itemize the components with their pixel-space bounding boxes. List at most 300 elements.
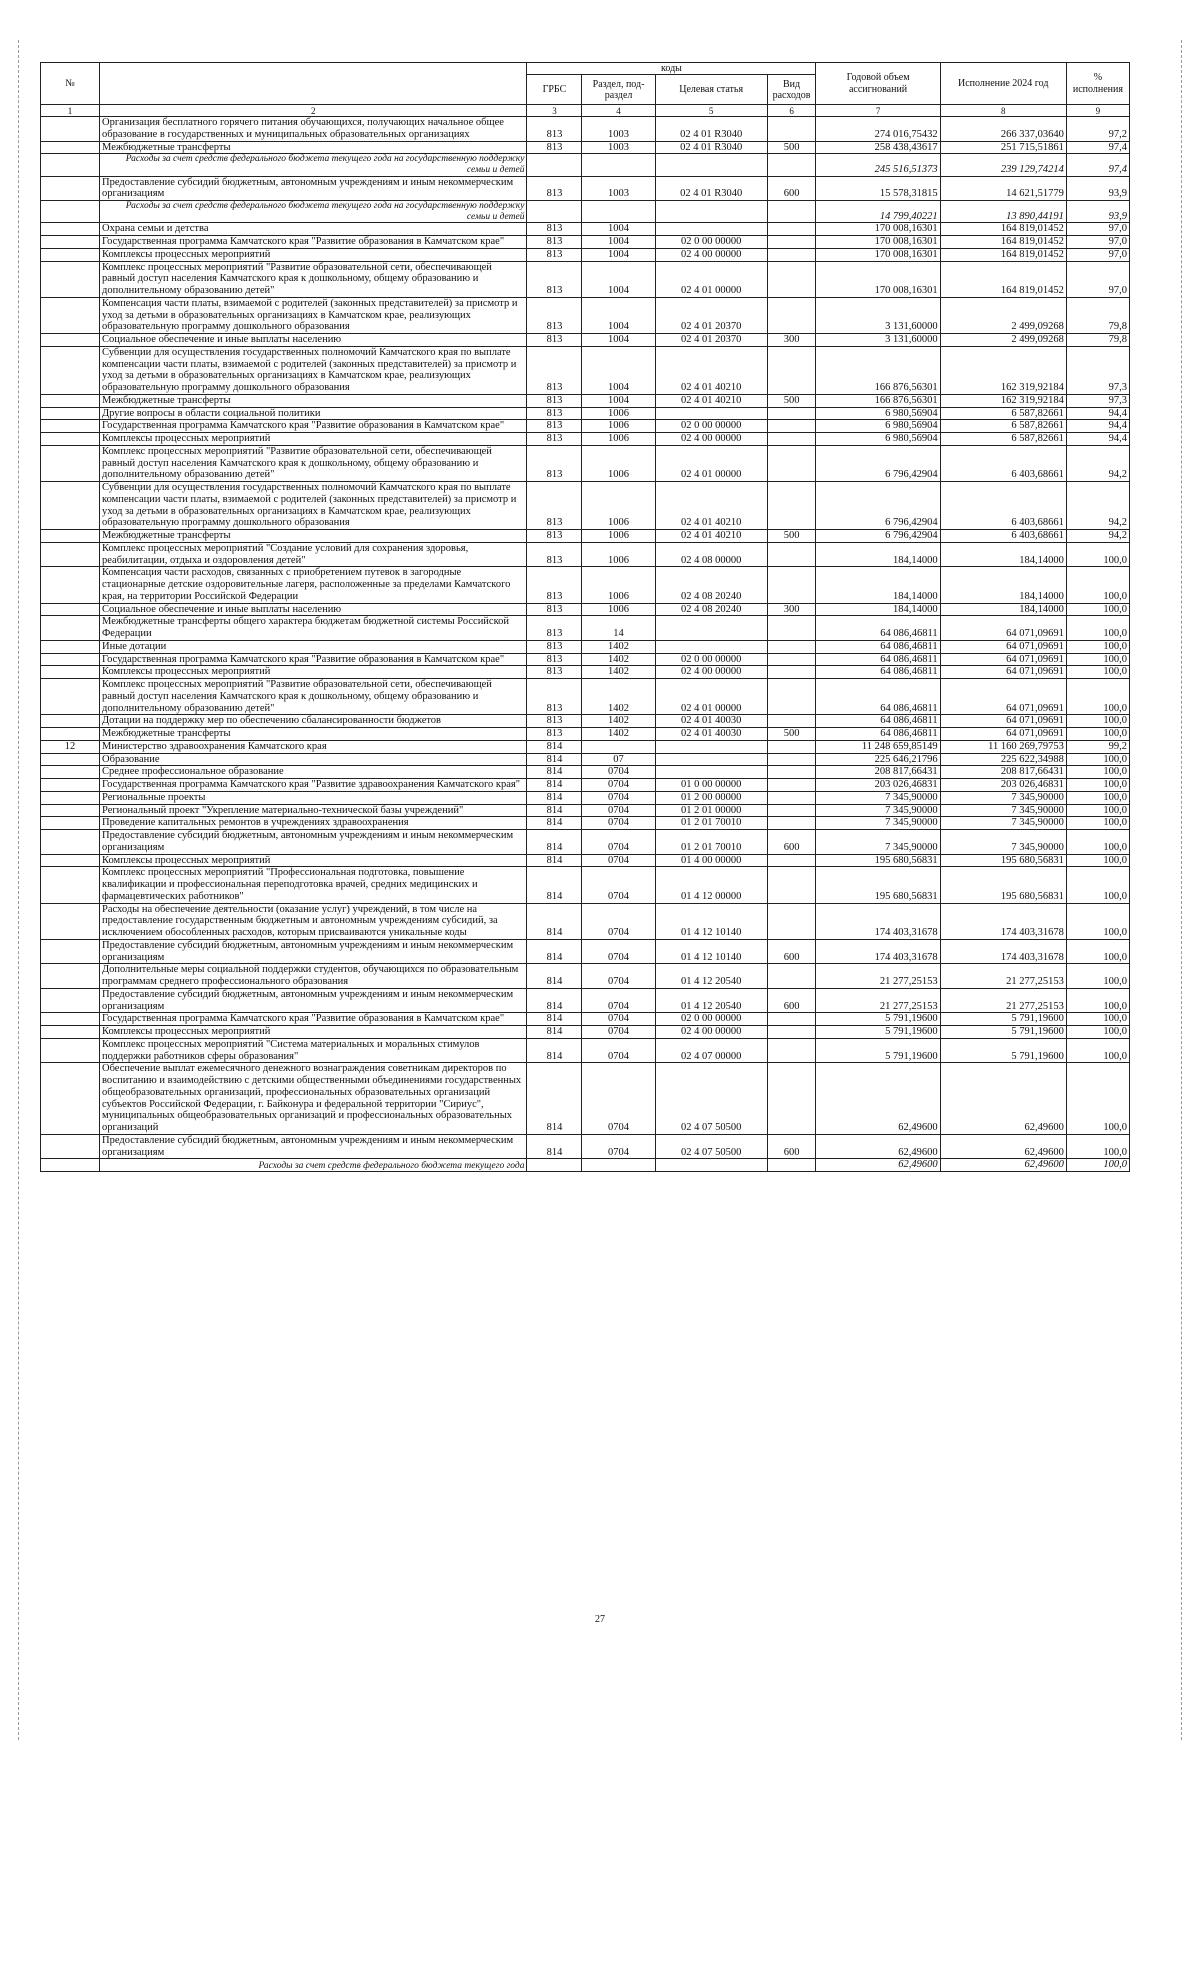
row-annual-allocation: 195 680,56831 bbox=[816, 854, 940, 867]
row-annual-allocation: 6 796,42904 bbox=[816, 530, 940, 543]
row-number bbox=[41, 261, 100, 297]
row-execution: 7 345,90000 bbox=[940, 791, 1066, 804]
row-grbs bbox=[527, 1159, 582, 1172]
row-number bbox=[41, 867, 100, 903]
row-percent: 100,0 bbox=[1066, 804, 1129, 817]
row-section: 1402 bbox=[582, 640, 655, 653]
row-execution: 6 403,68661 bbox=[940, 445, 1066, 481]
row-execution: 266 337,03640 bbox=[940, 117, 1066, 142]
row-section: 0704 bbox=[582, 964, 655, 989]
row-expense-kind: 600 bbox=[767, 176, 816, 201]
row-target-article: 02 4 08 20240 bbox=[655, 567, 767, 603]
row-expense-kind bbox=[767, 567, 816, 603]
row-grbs: 813 bbox=[527, 433, 582, 446]
row-grbs: 814 bbox=[527, 804, 582, 817]
row-number bbox=[41, 817, 100, 830]
row-expense-kind bbox=[767, 753, 816, 766]
row-name: Расходы за счет средств федерального бюджета текущего года на государственную поддержку семьи и детей bbox=[100, 154, 527, 176]
row-percent: 100,0 bbox=[1066, 1038, 1129, 1063]
row-percent: 97,3 bbox=[1066, 394, 1129, 407]
row-annual-allocation: 3 131,60000 bbox=[816, 334, 940, 347]
row-execution: 11 160 269,79753 bbox=[940, 740, 1066, 753]
row-grbs: 814 bbox=[527, 939, 582, 964]
row-annual-allocation: 166 876,56301 bbox=[816, 394, 940, 407]
row-expense-kind bbox=[767, 1063, 816, 1135]
row-annual-allocation: 21 277,25153 bbox=[816, 964, 940, 989]
row-annual-allocation: 62,49600 bbox=[816, 1134, 940, 1159]
row-annual-allocation: 64 086,46811 bbox=[816, 640, 940, 653]
row-expense-kind bbox=[767, 1026, 816, 1039]
row-section: 0704 bbox=[582, 939, 655, 964]
row-section: 1003 bbox=[582, 176, 655, 201]
row-grbs: 814 bbox=[527, 779, 582, 792]
row-name: Государственная программа Камчатского края "Развитие образования в Камчатском крае" bbox=[100, 1013, 527, 1026]
row-section: 1004 bbox=[582, 394, 655, 407]
row-annual-allocation: 184,14000 bbox=[816, 567, 940, 603]
row-name: Государственная программа Камчатского края "Развитие образования в Камчатском крае" bbox=[100, 653, 527, 666]
row-section: 0704 bbox=[582, 1063, 655, 1135]
table-row bbox=[41, 334, 1130, 347]
table-row bbox=[41, 728, 1130, 741]
table-row bbox=[41, 445, 1130, 481]
row-execution: 14 621,51779 bbox=[940, 176, 1066, 201]
row-expense-kind: 500 bbox=[767, 728, 816, 741]
row-percent: 94,2 bbox=[1066, 482, 1129, 530]
row-number bbox=[41, 1159, 100, 1172]
row-number bbox=[41, 988, 100, 1013]
row-grbs: 813 bbox=[527, 117, 582, 142]
row-target-article: 02 4 01 40210 bbox=[655, 346, 767, 394]
row-section: 1004 bbox=[582, 346, 655, 394]
row-annual-allocation: 6 980,56904 bbox=[816, 433, 940, 446]
row-percent: 97,3 bbox=[1066, 346, 1129, 394]
row-expense-kind bbox=[767, 117, 816, 142]
row-target-article bbox=[655, 407, 767, 420]
row-number bbox=[41, 542, 100, 567]
row-target-article: 01 2 00 00000 bbox=[655, 791, 767, 804]
row-execution: 195 680,56831 bbox=[940, 867, 1066, 903]
row-grbs: 814 bbox=[527, 830, 582, 855]
row-number: 12 bbox=[41, 740, 100, 753]
row-section: 1006 bbox=[582, 530, 655, 543]
table-row bbox=[41, 740, 1130, 753]
row-expense-kind bbox=[767, 715, 816, 728]
table-row bbox=[41, 1026, 1130, 1039]
table-row bbox=[41, 603, 1130, 616]
row-section: 0704 bbox=[582, 791, 655, 804]
table-body bbox=[41, 117, 1130, 1172]
row-name: Государственная программа Камчатского края "Развитие образования в Камчатском крае" bbox=[100, 236, 527, 249]
row-execution: 62,49600 bbox=[940, 1063, 1066, 1135]
row-section: 1003 bbox=[582, 117, 655, 142]
row-percent: 94,2 bbox=[1066, 530, 1129, 543]
row-execution: 6 587,82661 bbox=[940, 407, 1066, 420]
row-percent: 79,8 bbox=[1066, 297, 1129, 333]
row-number bbox=[41, 779, 100, 792]
row-target-article: 01 4 12 10140 bbox=[655, 903, 767, 939]
row-section: 1003 bbox=[582, 141, 655, 154]
row-number bbox=[41, 346, 100, 394]
row-annual-allocation: 274 016,75432 bbox=[816, 117, 940, 142]
row-section: 1006 bbox=[582, 407, 655, 420]
row-section: 0704 bbox=[582, 1038, 655, 1063]
table-row bbox=[41, 1038, 1130, 1063]
row-grbs: 814 bbox=[527, 988, 582, 1013]
row-section bbox=[582, 1159, 655, 1172]
row-grbs: 813 bbox=[527, 679, 582, 715]
row-expense-kind: 600 bbox=[767, 988, 816, 1013]
row-grbs: 813 bbox=[527, 603, 582, 616]
row-annual-allocation: 64 086,46811 bbox=[816, 666, 940, 679]
row-number bbox=[41, 903, 100, 939]
row-section: 1004 bbox=[582, 334, 655, 347]
row-percent: 100,0 bbox=[1066, 854, 1129, 867]
row-grbs: 813 bbox=[527, 407, 582, 420]
row-expense-kind bbox=[767, 1159, 816, 1172]
row-number bbox=[41, 939, 100, 964]
row-target-article: 02 4 00 00000 bbox=[655, 248, 767, 261]
column-index: 5 bbox=[655, 105, 767, 117]
table-row bbox=[41, 830, 1130, 855]
row-expense-kind bbox=[767, 867, 816, 903]
row-expense-kind bbox=[767, 420, 816, 433]
row-target-article: 02 4 01 00000 bbox=[655, 679, 767, 715]
row-number bbox=[41, 248, 100, 261]
row-execution: 203 026,46831 bbox=[940, 779, 1066, 792]
row-execution: 64 071,09691 bbox=[940, 715, 1066, 728]
row-target-article bbox=[655, 640, 767, 653]
row-section: 1402 bbox=[582, 666, 655, 679]
row-expense-kind bbox=[767, 236, 816, 249]
row-expense-kind: 500 bbox=[767, 530, 816, 543]
row-target-article: 02 4 01 R3040 bbox=[655, 176, 767, 201]
row-percent: 97,0 bbox=[1066, 236, 1129, 249]
table-row bbox=[41, 223, 1130, 236]
table-row bbox=[41, 766, 1130, 779]
row-annual-allocation: 225 646,21796 bbox=[816, 753, 940, 766]
row-grbs: 813 bbox=[527, 640, 582, 653]
row-section: 1006 bbox=[582, 445, 655, 481]
row-execution: 184,14000 bbox=[940, 603, 1066, 616]
row-percent: 100,0 bbox=[1066, 728, 1129, 741]
row-target-article: 02 4 01 20370 bbox=[655, 297, 767, 333]
row-expense-kind bbox=[767, 679, 816, 715]
row-section: 1004 bbox=[582, 248, 655, 261]
row-target-article: 02 4 00 00000 bbox=[655, 433, 767, 446]
row-grbs: 813 bbox=[527, 542, 582, 567]
row-section: 1006 bbox=[582, 603, 655, 616]
row-percent: 100,0 bbox=[1066, 653, 1129, 666]
row-section: 0704 bbox=[582, 1013, 655, 1026]
row-name: Предоставление субсидий бюджетным, автономным учреждениям и иным некоммерческим организациям bbox=[100, 176, 527, 201]
table-row bbox=[41, 939, 1130, 964]
row-annual-allocation: 64 086,46811 bbox=[816, 728, 940, 741]
row-percent: 100,0 bbox=[1066, 1063, 1129, 1135]
row-expense-kind: 600 bbox=[767, 830, 816, 855]
col-kind-header: Вид расходов bbox=[767, 75, 816, 105]
row-number bbox=[41, 567, 100, 603]
row-name: Региональный проект "Укрепление материально-технической базы учреждений" bbox=[100, 804, 527, 817]
row-expense-kind bbox=[767, 903, 816, 939]
table-row bbox=[41, 567, 1130, 603]
row-percent: 100,0 bbox=[1066, 779, 1129, 792]
row-grbs: 814 bbox=[527, 1013, 582, 1026]
row-name: Комплекс процессных мероприятий "Развитие образовательной сети, обеспечивающей равный доступ населения Камчатского края к дошкольному, общему образованию и дополнительному образованию детей" bbox=[100, 679, 527, 715]
row-name: Образование bbox=[100, 753, 527, 766]
col-section-header: Раздел, под-раздел bbox=[582, 75, 655, 105]
row-expense-kind: 300 bbox=[767, 334, 816, 347]
row-target-article bbox=[655, 201, 767, 223]
row-execution: 64 071,09691 bbox=[940, 616, 1066, 641]
col-grbs-header: ГРБС bbox=[527, 75, 582, 105]
row-expense-kind: 500 bbox=[767, 141, 816, 154]
table-row bbox=[41, 753, 1130, 766]
row-grbs: 813 bbox=[527, 261, 582, 297]
row-name: Субвенции для осуществления государственных полномочий Камчатского края по выплате компенсации части платы, взимаемой с родителей (законных представителей) за присмотр и уход за детьми в образовательных организациях в Камчатском крае, реализующих образовательную программу дошкольного образования bbox=[100, 482, 527, 530]
row-annual-allocation: 11 248 659,85149 bbox=[816, 740, 940, 753]
row-grbs: 813 bbox=[527, 346, 582, 394]
row-execution: 174 403,31678 bbox=[940, 939, 1066, 964]
row-number bbox=[41, 830, 100, 855]
row-annual-allocation: 170 008,16301 bbox=[816, 261, 940, 297]
row-target-article: 02 4 01 R3040 bbox=[655, 117, 767, 142]
column-index: 7 bbox=[816, 105, 940, 117]
row-grbs: 813 bbox=[527, 530, 582, 543]
row-execution: 64 071,09691 bbox=[940, 653, 1066, 666]
row-grbs: 813 bbox=[527, 445, 582, 481]
row-number bbox=[41, 1134, 100, 1159]
row-name: Предоставление субсидий бюджетным, автономным учреждениям и иным некоммерческим организациям bbox=[100, 939, 527, 964]
row-expense-kind bbox=[767, 261, 816, 297]
column-index: 1 bbox=[41, 105, 100, 117]
row-target-article: 02 4 01 00000 bbox=[655, 261, 767, 297]
column-index: 4 bbox=[582, 105, 655, 117]
row-name: Комплекс процессных мероприятий "Создание условий для сохранения здоровья, реабилитации, отдыха и оздоровления детей" bbox=[100, 542, 527, 567]
table-row bbox=[41, 779, 1130, 792]
row-name: Организация бесплатного горячего питания обучающихся, получающих начальное общее образование в государственных и муниципальных образовательных организациях bbox=[100, 117, 527, 142]
table-header bbox=[41, 63, 1130, 117]
table-row bbox=[41, 1063, 1130, 1135]
row-name: Министерство здравоохранения Камчатского края bbox=[100, 740, 527, 753]
row-execution: 6 587,82661 bbox=[940, 420, 1066, 433]
row-expense-kind: 500 bbox=[767, 394, 816, 407]
row-name: Дополнительные меры социальной поддержки студентов, обучающихся по образовательным программам среднего профессионального образования bbox=[100, 964, 527, 989]
row-grbs: 814 bbox=[527, 766, 582, 779]
row-number bbox=[41, 530, 100, 543]
row-number bbox=[41, 1038, 100, 1063]
row-number bbox=[41, 753, 100, 766]
row-target-article: 01 2 01 70010 bbox=[655, 817, 767, 830]
row-expense-kind bbox=[767, 248, 816, 261]
row-grbs: 814 bbox=[527, 753, 582, 766]
row-grbs: 813 bbox=[527, 728, 582, 741]
row-number bbox=[41, 603, 100, 616]
row-percent: 97,0 bbox=[1066, 261, 1129, 297]
row-grbs: 813 bbox=[527, 248, 582, 261]
row-grbs: 814 bbox=[527, 903, 582, 939]
column-index: 9 bbox=[1066, 105, 1129, 117]
row-section: 1004 bbox=[582, 261, 655, 297]
row-execution: 64 071,09691 bbox=[940, 640, 1066, 653]
row-annual-allocation: 7 345,90000 bbox=[816, 817, 940, 830]
row-section: 0704 bbox=[582, 903, 655, 939]
row-percent: 100,0 bbox=[1066, 791, 1129, 804]
row-name: Комплексы процессных мероприятий bbox=[100, 1026, 527, 1039]
row-annual-allocation: 6 796,42904 bbox=[816, 445, 940, 481]
row-grbs: 813 bbox=[527, 666, 582, 679]
row-annual-allocation: 184,14000 bbox=[816, 603, 940, 616]
row-percent: 94,2 bbox=[1066, 445, 1129, 481]
row-annual-allocation: 64 086,46811 bbox=[816, 715, 940, 728]
row-percent: 100,0 bbox=[1066, 766, 1129, 779]
row-number bbox=[41, 791, 100, 804]
row-grbs: 813 bbox=[527, 297, 582, 333]
row-grbs: 813 bbox=[527, 715, 582, 728]
table-row bbox=[41, 1013, 1130, 1026]
row-grbs: 813 bbox=[527, 223, 582, 236]
row-expense-kind bbox=[767, 433, 816, 446]
row-name: Компенсация части расходов, связанных с приобретением путевок в загородные стационарные детские оздоровительные лагеря, расположенные за пределами Камчатского края, на территории Российской Федерации bbox=[100, 567, 527, 603]
row-percent: 100,0 bbox=[1066, 988, 1129, 1013]
row-percent: 97,0 bbox=[1066, 248, 1129, 261]
row-section: 1006 bbox=[582, 482, 655, 530]
row-name: Комплексы процессных мероприятий bbox=[100, 854, 527, 867]
row-target-article: 02 4 08 00000 bbox=[655, 542, 767, 567]
row-execution: 6 403,68661 bbox=[940, 530, 1066, 543]
row-expense-kind bbox=[767, 482, 816, 530]
row-expense-kind bbox=[767, 1013, 816, 1026]
row-annual-allocation: 7 345,90000 bbox=[816, 791, 940, 804]
row-percent: 100,0 bbox=[1066, 1134, 1129, 1159]
row-execution: 6 403,68661 bbox=[940, 482, 1066, 530]
page-number: 27 bbox=[595, 1614, 605, 1625]
row-name: Межбюджетные трансферты bbox=[100, 728, 527, 741]
row-target-article: 02 4 01 20370 bbox=[655, 334, 767, 347]
row-expense-kind bbox=[767, 653, 816, 666]
row-number bbox=[41, 715, 100, 728]
row-annual-allocation: 6 980,56904 bbox=[816, 420, 940, 433]
page-edge-left bbox=[18, 40, 19, 1740]
row-execution: 162 319,92184 bbox=[940, 394, 1066, 407]
table-subrow bbox=[41, 154, 1130, 176]
row-number bbox=[41, 728, 100, 741]
table-subrow bbox=[41, 1159, 1130, 1172]
row-expense-kind bbox=[767, 201, 816, 223]
row-percent: 100,0 bbox=[1066, 542, 1129, 567]
row-annual-allocation: 195 680,56831 bbox=[816, 867, 940, 903]
row-expense-kind bbox=[767, 964, 816, 989]
row-target-article: 02 4 01 40030 bbox=[655, 728, 767, 741]
row-target-article: 01 2 01 00000 bbox=[655, 804, 767, 817]
row-annual-allocation: 62,49600 bbox=[816, 1159, 940, 1172]
table-row bbox=[41, 176, 1130, 201]
table-row bbox=[41, 248, 1130, 261]
row-expense-kind: 600 bbox=[767, 939, 816, 964]
row-execution: 62,49600 bbox=[940, 1134, 1066, 1159]
row-number bbox=[41, 334, 100, 347]
row-grbs: 814 bbox=[527, 1134, 582, 1159]
row-section: 14 bbox=[582, 616, 655, 641]
row-grbs: 814 bbox=[527, 1038, 582, 1063]
row-annual-allocation: 170 008,16301 bbox=[816, 223, 940, 236]
row-annual-allocation: 7 345,90000 bbox=[816, 830, 940, 855]
row-annual-allocation: 6 796,42904 bbox=[816, 482, 940, 530]
row-annual-allocation: 3 131,60000 bbox=[816, 297, 940, 333]
row-expense-kind bbox=[767, 791, 816, 804]
row-execution: 164 819,01452 bbox=[940, 236, 1066, 249]
row-section bbox=[582, 154, 655, 176]
row-annual-allocation: 14 799,40221 bbox=[816, 201, 940, 223]
row-name: Комплекс процессных мероприятий "Система материальных и моральных стимулов поддержки работников сферы образования" bbox=[100, 1038, 527, 1063]
row-execution: 62,49600 bbox=[940, 1159, 1066, 1172]
row-grbs: 813 bbox=[527, 482, 582, 530]
row-number bbox=[41, 154, 100, 176]
row-percent: 97,0 bbox=[1066, 223, 1129, 236]
row-annual-allocation: 170 008,16301 bbox=[816, 236, 940, 249]
table-row bbox=[41, 542, 1130, 567]
row-grbs: 813 bbox=[527, 334, 582, 347]
row-section: 1402 bbox=[582, 653, 655, 666]
row-section: 0704 bbox=[582, 817, 655, 830]
row-target-article bbox=[655, 740, 767, 753]
row-number bbox=[41, 854, 100, 867]
row-execution: 208 817,66431 bbox=[940, 766, 1066, 779]
budget-table bbox=[40, 62, 1130, 1172]
row-grbs: 814 bbox=[527, 854, 582, 867]
row-target-article: 02 4 01 40210 bbox=[655, 394, 767, 407]
row-target-article: 02 0 00 00000 bbox=[655, 1013, 767, 1026]
row-percent: 94,4 bbox=[1066, 420, 1129, 433]
row-percent: 100,0 bbox=[1066, 640, 1129, 653]
row-target-article bbox=[655, 1159, 767, 1172]
row-expense-kind: 300 bbox=[767, 603, 816, 616]
table-row bbox=[41, 867, 1130, 903]
table-subrow bbox=[41, 201, 1130, 223]
row-grbs: 814 bbox=[527, 791, 582, 804]
row-expense-kind bbox=[767, 740, 816, 753]
table-row bbox=[41, 346, 1130, 394]
row-percent: 97,2 bbox=[1066, 117, 1129, 142]
row-grbs: 814 bbox=[527, 1026, 582, 1039]
row-annual-allocation: 174 403,31678 bbox=[816, 939, 940, 964]
row-section: 0704 bbox=[582, 766, 655, 779]
row-execution: 5 791,19600 bbox=[940, 1038, 1066, 1063]
row-execution: 21 277,25153 bbox=[940, 964, 1066, 989]
row-percent: 79,8 bbox=[1066, 334, 1129, 347]
row-name: Охрана семьи и детства bbox=[100, 223, 527, 236]
row-section: 0704 bbox=[582, 1134, 655, 1159]
row-target-article: 02 4 01 R3040 bbox=[655, 141, 767, 154]
row-number bbox=[41, 407, 100, 420]
row-percent: 100,0 bbox=[1066, 830, 1129, 855]
row-target-article bbox=[655, 154, 767, 176]
row-execution: 251 715,51861 bbox=[940, 141, 1066, 154]
row-section: 0704 bbox=[582, 854, 655, 867]
row-annual-allocation: 170 008,16301 bbox=[816, 248, 940, 261]
row-name: Межбюджетные трансферты общего характера бюджетам бюджетной системы Российской Федерации bbox=[100, 616, 527, 641]
row-execution: 7 345,90000 bbox=[940, 817, 1066, 830]
column-index-row bbox=[41, 105, 1130, 117]
row-name: Обеспечение выплат ежемесячного денежного вознаграждения советникам директоров по воспитанию и взаимодействию с детскими общественными объединениями государственных общеобразовательных организаций, профессиональных образовательных организаций субъектов Российской Федерации, г. Байконура и федеральной территории "Сириус", муниципальных общеобразовательных организаций и профессиональных образовательных организаций bbox=[100, 1063, 527, 1135]
row-name: Субвенции для осуществления государственных полномочий Камчатского края по выплате компенсации части платы, взимаемой с родителей (законных представителей) за присмотр и уход за детьми в образовательных организациях в Камчатском крае, реализующих образовательную программу дошкольного образования bbox=[100, 346, 527, 394]
row-number bbox=[41, 766, 100, 779]
row-execution: 164 819,01452 bbox=[940, 261, 1066, 297]
row-name: Предоставление субсидий бюджетным, автономным учреждениям и иным некоммерческим организациям bbox=[100, 1134, 527, 1159]
codes-header: коды bbox=[527, 63, 816, 75]
row-number bbox=[41, 117, 100, 142]
row-grbs: 814 bbox=[527, 867, 582, 903]
row-name: Среднее профессиональное образование bbox=[100, 766, 527, 779]
